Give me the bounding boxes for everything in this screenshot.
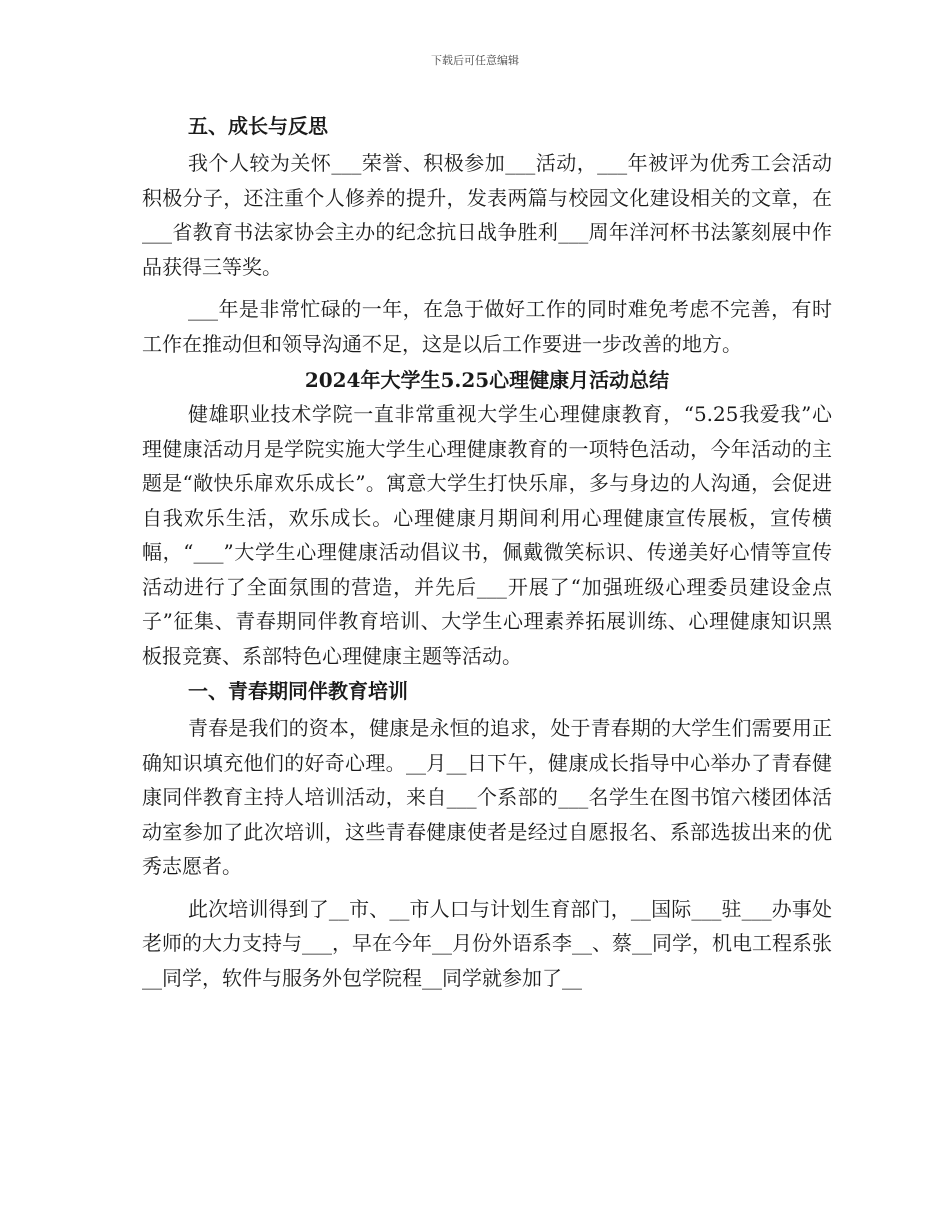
paragraph-honors: 我个人较为关怀___荣誉、积极参加___活动，___年被评为优秀工会活动积极分子，还注重个人修养的提升，发表两篇与校园文化建设相关的文章，在___省教育书法家协会主办的纪念抗日战争胜利___周年洋河杯书法篆刻展中作品获得三等奖。: [142, 151, 832, 279]
paragraph-peer-training: 青春是我们的资本，健康是永恒的追求，处于青春期的大学生们需要用正确知识填充他们的好奇心理。__月__日下午，健康成长指导中心举办了青春健康同伴教育主持人培训活动，来自___个系部的___名学生在图书馆六楼团体活动室参加了此次培训，这些青春健康使者是经过自愿报名、系部选拔出来的优秀志愿者。: [142, 716, 832, 878]
paragraph-reflection: ___年是非常忙碌的一年，在急于做好工作的同时难免考虑不完善，有时工作在推动但和领导沟通不足，这是以后工作要进一步改善的地方。: [142, 297, 832, 356]
paragraph-intro: 健雄职业技术学院一直非常重视大学生心理健康教育，“5.25我爱我”心理健康活动月是学院实施大学生心理健康教育的一项特色活动，今年活动的主题是“敞快乐扉欢乐成长”。寓意大学生打快乐扉，多与身边的人沟通，会促进自我欢乐生活，欢乐成长。心理健康月期间利用心理健康宣传展板，宣传横幅，“___”大学生心理健康活动倡议书，佩戴微笑标识、传递美好心情等宣传活动进行了全面氛围的营造，并先后___开展了“加强班级心理委员建设金点子”征集、青春期同伴教育培训、大学生心理素养拓展训练、心理健康知识黑板报竞赛、系部特色心理健康主题等活动。: [142, 402, 832, 668]
page-header-note: 下载后可任意编辑: [431, 54, 519, 67]
paragraph-training-support: 此次培训得到了__市、__市人口与计划生育部门，__国际___驻___办事处老师的大力支持与___，早在今年__月份外语系李__、蔡__同学，机电工程系张__同学，软件与服务外包学院程__同学就参加了__: [142, 896, 832, 990]
section-heading-peer-education: 一、青春期同伴教育培训: [188, 679, 408, 703]
document-body: [142, 110, 832, 995]
section-heading-growth: 五、成长与反思: [188, 114, 328, 138]
document-title: 2024年大学生5.25心理健康月活动总结: [304, 368, 670, 392]
